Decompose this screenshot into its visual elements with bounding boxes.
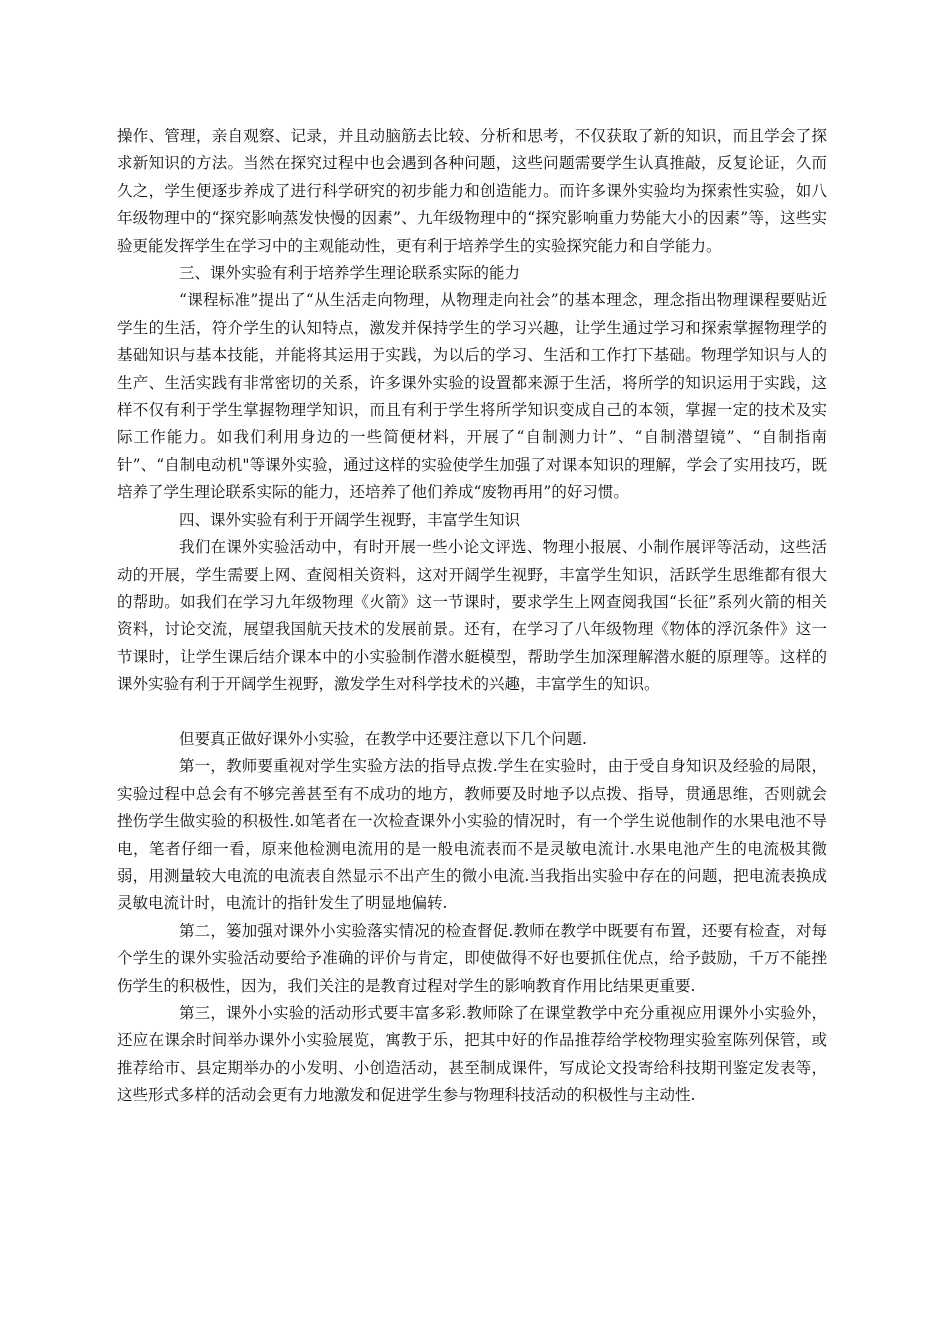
paragraph-continuation: 操作、管理，亲自观察、记录，并且动脑筋去比较、分析和思考，不仅获取了新的知识，而且学会了探求新知识的方法。当然在探究过程中也会遇到各种问题，这些问题需要学生认真推敲，反复论证，久而久之，学生便逐步养成了进行科学研究的初步能力和创造能力。而许多课外实验均为探索性实验，如八年级物理中的“探究影响蒸发快慢的因素”、九年级物理中的“探究影响重力势能大小的因素”等，这些实验更能发挥学生在学习中的主观能动性，更有利于培养学生的实验探究能力和自学能力。 (117, 127, 827, 255)
section-heading-3: 三、课外实验有利于培养学生理论联系实际的能力 (179, 264, 521, 283)
paragraph-issue-3: 第三，课外小实验的活动形式要丰富多彩.教师除了在课堂教学中充分重视应用课外小实验外，还应在课余时间举办课外小实验展览，寓教于乐，把其中好的作品推荐给学校物理实验室陈列保管，或推荐给市、县定期举办的小发明、小创造活动，甚至制成课件，写成论文投寄给科技期刊鉴定发表等，这些形式多样的活动会更有力地激发和促进学生参与物理科技活动的积极性与主动性. (117, 1003, 827, 1105)
paragraph-issue-2: 第二，篓加强对课外小实验落实情况的检查督促.教师在教学中既要有布置，还要有检查，对每个学生的课外实验活动要给予准确的评价与肯定，即使做得不好也要抓住优点，给予鼓励，千万不能挫伤学生的积极性，因为，我们关注的是教育过程对学生的影响教育作用比结果更重要. (117, 921, 827, 995)
article-body (117, 123, 827, 1110)
paragraph-section-4: 我们在课外实验活动中，有时开展一些小论文评选、物理小报展、小制作展评等活动，这些活动的开展，学生需要上网、查阅相关资料，这对开阔学生视野，丰富学生知识，活跃学生思维都有很大的帮助。如我们在学习九年级物理《火箭》这一节课时，要求学生上网查阅我国“长征”系列火箭的相关资料，讨论交流，展望我国航天技术的发展前景。还有，在学习了八年级物理《物体的浮沉条件》这一节课时，让学生课后结介课本中的小实验制作潜水艇模型，帮助学生加深理解潜水艇的原理等。这样的课外实验有利于开阔学生视野，激发学生对科学技术的兴趣，丰富学生的知识。 (117, 538, 827, 694)
paragraph-issue-1: 第一，教师要重视对学生实验方法的指导点拨.学生在实验时，由于受自身知识及经验的局限，实验过程中总会有不够完善甚至有不成功的地方，教师要及时地予以点拨、指导，贯通思维，否则就会挫伤学生做实验的积极性.如笔者在一次检查课外小实验的情况时，有一个学生说他制作的水果电池不导电，笔者仔细一看，原来他检测电流用的是一般电流表而不是灵敏电流计.水果电池产生的电流极其微弱，用测量较大电流的电流表自然显示不出产生的微小电流.当我指出实验中存在的问题，把电流表换成灵敏电流计时，电流计的指针发生了明显地偏转. (117, 757, 827, 913)
paragraph-issues-intro: 但要真正做好课外小实验，在教学中还要注意以下几个问题. (179, 729, 587, 748)
blank-line (117, 699, 827, 726)
paragraph-section-3: “课程标准”提出了“从生活走向物理，从物理走向社会”的基本理念，理念指出物理课程要贴近学生的生活，符介学生的认知特点，激发并保持学生的学习兴趣，让学生通过学习和探索掌握物理学的基础知识与基本技能，并能将其运用于实践，为以后的学习、生活和工作打下基础。物理学知识与人的生产、生活实践有非常密切的关系，许多课外实验的设置都来源于生活，将所学的知识运用于实践，这样不仅有利于学生掌握物理学知识，而且有利于学生将所学知识变成自己的本领，掌握一定的技术及实际工作能力。如我们利用身边的一些简便材料，开展了“自制测力计”、“自制潜望镜”、“自制指南针”、“自制电动机"等课外实验，通过这样的实验使学生加强了对课本知识的理解，学会了实用技巧，既培养了学生理论联系实际的能力，还培养了他们养成“废物再用”的好习惯。 (117, 291, 827, 502)
section-heading-4: 四、课外实验有利于开阔学生视野，丰富学生知识 (179, 510, 521, 529)
